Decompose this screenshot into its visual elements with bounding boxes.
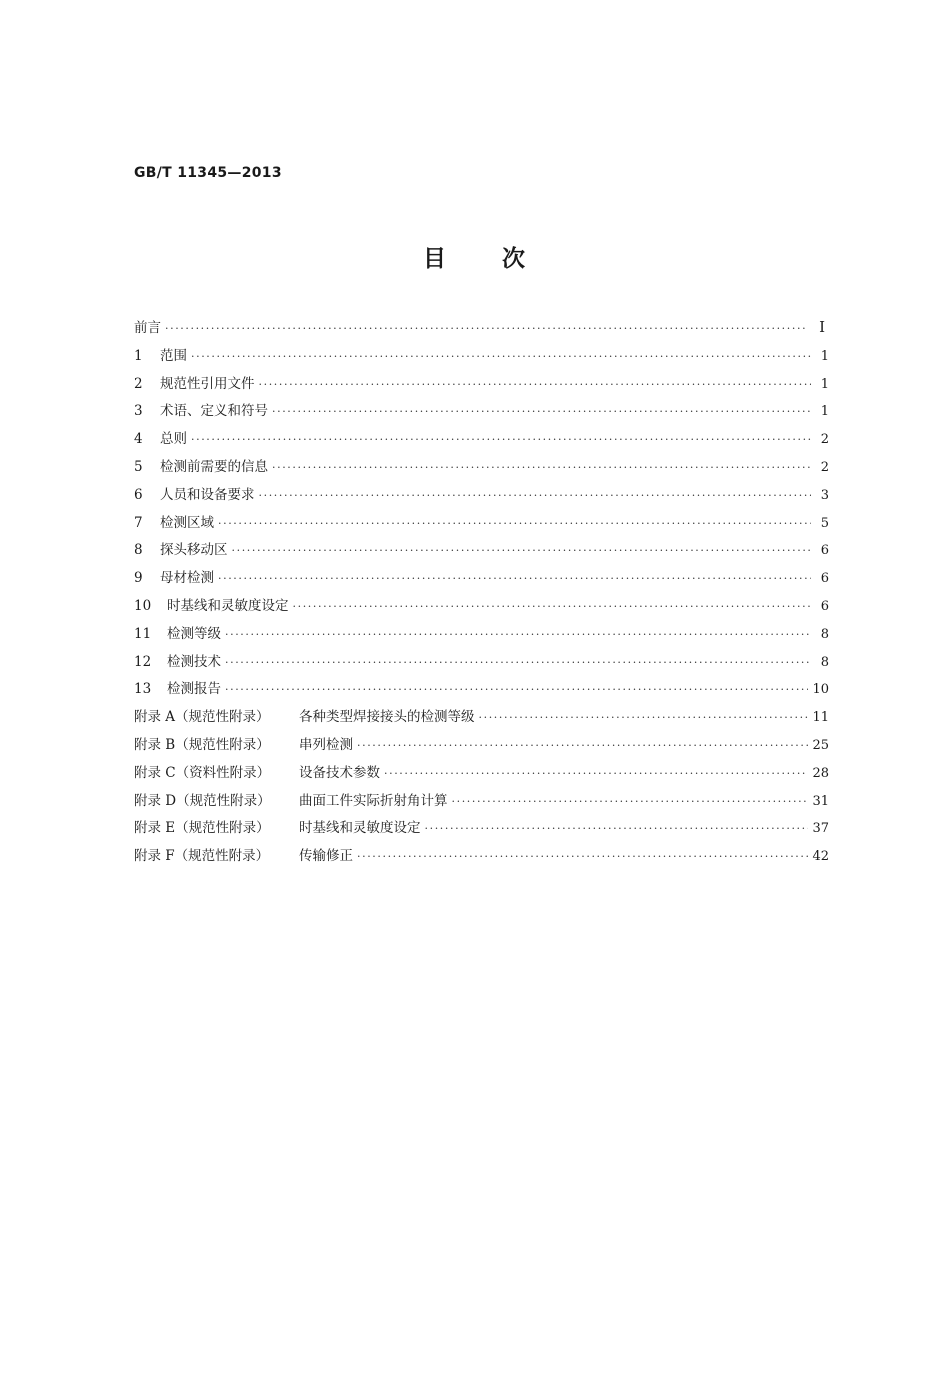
toc-entry-label: 时基线和灵敏度设定 xyxy=(299,820,421,837)
dot-leader xyxy=(232,544,812,557)
toc-entry-number: 附录 F（规范性附录） xyxy=(134,848,270,865)
toc-entry-3[interactable] xyxy=(134,399,829,427)
dot-leader xyxy=(218,517,811,530)
dot-leader xyxy=(165,322,807,335)
dot-leader xyxy=(357,850,808,863)
toc-entry-number: 附录 A（规范性附录） xyxy=(134,709,270,726)
toc-entry-number: 7 xyxy=(134,514,143,531)
toc-entry-number: 附录 E（规范性附录） xyxy=(134,820,270,837)
dot-leader xyxy=(259,489,812,502)
toc-entry-page: 10 xyxy=(812,682,829,698)
toc-entry-label: 检测技术 xyxy=(167,653,221,670)
toc-entry-number: 8 xyxy=(134,542,143,559)
toc-entry-page: 37 xyxy=(812,821,829,837)
toc-entry-page: 8 xyxy=(820,654,829,670)
toc-entry-label: 检测报告 xyxy=(167,681,221,698)
toc-entry-10[interactable] xyxy=(134,594,829,622)
toc-entry-annex-a[interactable] xyxy=(134,705,829,733)
toc-entry-page: 3 xyxy=(820,487,829,503)
toc-entry-11[interactable] xyxy=(134,622,829,650)
dot-leader xyxy=(225,656,811,669)
toc-entry-number: 9 xyxy=(134,570,143,587)
toc-entry-9[interactable] xyxy=(134,566,829,594)
table-of-contents xyxy=(134,316,829,872)
toc-entry-page: 31 xyxy=(812,793,829,809)
toc-entry-7[interactable] xyxy=(134,511,829,539)
toc-entry-label: 规范性引用文件 xyxy=(160,375,255,392)
toc-entry-foreword[interactable] xyxy=(134,316,829,344)
toc-entry-page: Ⅰ xyxy=(819,318,825,336)
toc-entry-page: 25 xyxy=(812,737,829,753)
dot-leader xyxy=(218,572,811,585)
toc-entry-label: 时基线和灵敏度设定 xyxy=(167,597,289,614)
toc-entry-label: 总则 xyxy=(160,431,187,448)
toc-entry-page: 6 xyxy=(820,543,829,559)
toc-entry-13[interactable] xyxy=(134,677,829,705)
toc-entry-page: 1 xyxy=(820,348,829,364)
toc-entry-page: 42 xyxy=(812,849,829,865)
dot-leader xyxy=(259,378,812,391)
toc-entry-label: 探头移动区 xyxy=(160,542,228,559)
toc-entry-page: 11 xyxy=(812,710,829,726)
toc-entry-number: 1 xyxy=(134,347,143,364)
toc-entry-annex-c[interactable] xyxy=(134,761,829,789)
toc-entry-page: 1 xyxy=(820,404,829,420)
toc-entry-annex-f[interactable] xyxy=(134,844,829,872)
toc-entry-8[interactable] xyxy=(134,538,829,566)
toc-entry-6[interactable] xyxy=(134,483,829,511)
toc-entry-label: 术语、定义和符号 xyxy=(160,403,268,420)
toc-entry-label: 前言 xyxy=(134,320,161,336)
dot-leader xyxy=(191,350,811,363)
dot-leader xyxy=(479,711,809,724)
toc-entry-annex-e[interactable] xyxy=(134,816,829,844)
toc-entry-number: 10 xyxy=(134,597,152,614)
toc-entry-1[interactable] xyxy=(134,344,829,372)
dot-leader xyxy=(225,628,811,641)
toc-entry-number: 11 xyxy=(134,625,152,642)
toc-entry-page: 2 xyxy=(820,432,829,448)
dot-leader xyxy=(191,433,811,446)
toc-entry-4[interactable] xyxy=(134,427,829,455)
toc-entry-number: 附录 B（规范性附录） xyxy=(134,736,270,753)
toc-entry-annex-b[interactable] xyxy=(134,733,829,761)
toc-entry-number: 附录 C（资料性附录） xyxy=(134,764,271,781)
toc-entry-number: 3 xyxy=(134,403,143,420)
dot-leader xyxy=(452,795,809,808)
toc-entry-number: 附录 D（规范性附录） xyxy=(134,792,271,809)
toc-entry-page: 2 xyxy=(820,459,829,475)
toc-entry-label: 人员和设备要求 xyxy=(160,486,255,503)
dot-leader xyxy=(225,683,808,696)
page-title: 目 次 xyxy=(422,246,527,272)
toc-entry-label: 曲面工件实际折射角计算 xyxy=(299,792,448,809)
toc-entry-label: 检测等级 xyxy=(167,625,221,642)
toc-entry-number: 6 xyxy=(134,486,143,503)
dot-leader xyxy=(357,739,808,752)
toc-entry-page: 6 xyxy=(820,571,829,587)
toc-entry-label: 检测前需要的信息 xyxy=(160,458,268,475)
toc-entry-label: 检测区域 xyxy=(160,514,214,531)
toc-entry-page: 28 xyxy=(812,765,829,781)
toc-entry-number: 5 xyxy=(134,458,143,475)
dot-leader xyxy=(425,822,809,835)
toc-entry-number: 2 xyxy=(134,375,143,392)
toc-entry-5[interactable] xyxy=(134,455,829,483)
toc-entry-label: 各种类型焊接接头的检测等级 xyxy=(299,709,475,726)
toc-entry-label: 串列检测 xyxy=(299,736,353,753)
dot-leader xyxy=(272,461,811,474)
toc-entry-number: 13 xyxy=(134,681,152,698)
toc-entry-label: 母材检测 xyxy=(160,570,214,587)
toc-entry-page: 5 xyxy=(820,515,829,531)
toc-entry-label: 范围 xyxy=(160,347,187,364)
toc-entry-number: 12 xyxy=(134,653,152,670)
dot-leader xyxy=(272,405,811,418)
toc-entry-page: 6 xyxy=(820,598,829,614)
standard-number: GB/T 11345—2013 xyxy=(134,165,282,181)
dot-leader xyxy=(293,600,812,613)
toc-entry-label: 设备技术参数 xyxy=(299,764,380,781)
dot-leader xyxy=(384,767,808,780)
toc-entry-number: 4 xyxy=(134,431,143,448)
toc-entry-2[interactable] xyxy=(134,372,829,400)
toc-entry-label: 传输修正 xyxy=(299,848,353,865)
toc-entry-page: 1 xyxy=(820,376,829,392)
toc-entry-page: 8 xyxy=(820,626,829,642)
toc-entry-12[interactable] xyxy=(134,650,829,678)
toc-entry-annex-d[interactable] xyxy=(134,789,829,817)
